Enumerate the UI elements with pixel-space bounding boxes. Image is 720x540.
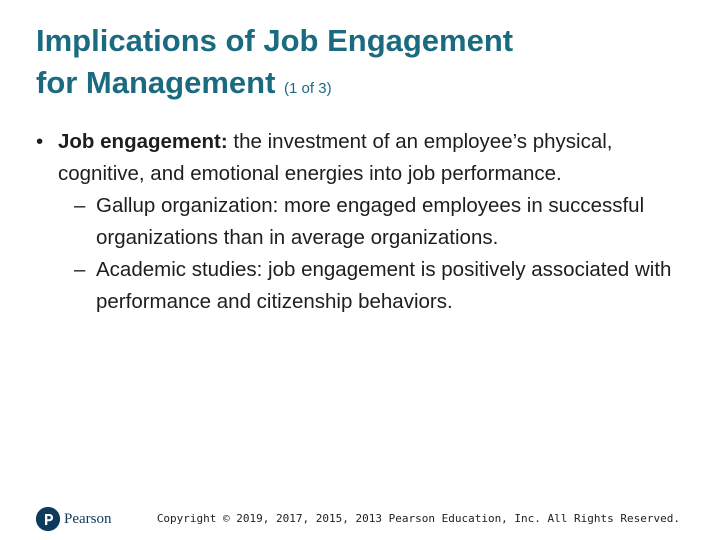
sub-bullet-item	[36, 190, 696, 254]
bullet-term: Job engagement:	[58, 130, 228, 153]
slide-title-line-2: for Management	[36, 65, 276, 100]
sub-bullet-text: Academic studies: job engagement is positively associated with performance and citizenship behaviors.	[96, 258, 672, 313]
pearson-logo-text: Pearson	[64, 510, 112, 527]
slide-footer	[0, 500, 720, 540]
slide-title-suffix: (1 of 3)	[284, 80, 332, 97]
slide-title-line-1: Implications of Job Engagement	[36, 23, 514, 58]
copyright-notice: Copyright © 2019, 2017, 2015, 2013 Pearson Education, Inc. All Rights Reserved.	[156, 512, 680, 525]
pearson-logo-icon	[36, 507, 60, 531]
sub-bullet-text: Gallup organization: more engaged employees in successful organizations than in average organizations.	[96, 194, 645, 249]
slide-title	[36, 20, 676, 110]
bullet-item	[36, 126, 696, 190]
sub-bullet-list	[36, 190, 696, 318]
dash-icon: –	[74, 258, 86, 281]
pearson-logo	[36, 506, 112, 532]
sub-bullet-item	[36, 254, 696, 318]
bullet-definition: the investment of an employee’s physical, cognitive, and emotional energies into job performance.	[58, 130, 613, 185]
slide-content	[36, 126, 696, 318]
bullet-dot-icon: •	[36, 130, 44, 153]
dash-icon: –	[74, 194, 86, 217]
